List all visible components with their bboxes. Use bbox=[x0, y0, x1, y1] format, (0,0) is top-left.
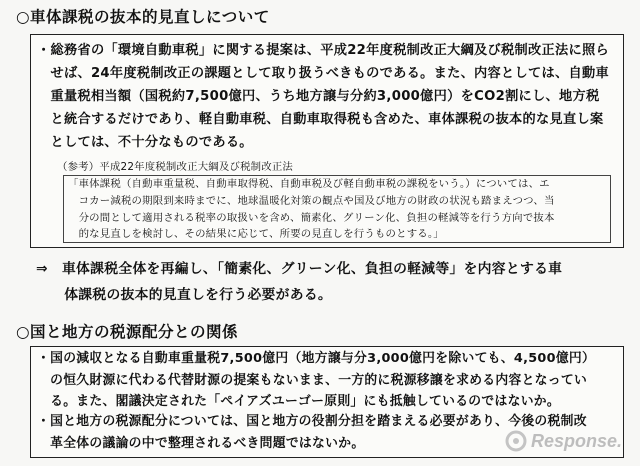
reference-quote bbox=[68, 176, 555, 243]
tax-allocation-bullet-1 bbox=[37, 348, 595, 413]
watermark-text: Response. bbox=[530, 430, 622, 451]
text-line: ・国の減収となる自動車重量税7,500億円（地方譲与分3,000億円を除いても、4,500億円） bbox=[37, 351, 596, 366]
section-heading-tax-allocation: ○国と地方の税源配分との関係 bbox=[16, 323, 239, 341]
quote-line: 的な見直しを検討し、その結果に応じて、所要の見直しを行うものとする。」 bbox=[68, 228, 444, 241]
text-line: せば、24年度税制改正の課題として取り扱うべきものである。また、内容としては、自動車 bbox=[37, 66, 609, 81]
section-heading-vehicle-tax: ○車体課税の抜本的見直しについて bbox=[16, 8, 270, 26]
reference-title-text: （参考）平成22年度税制改正大綱及び税制改正法 bbox=[57, 161, 294, 173]
text-line: 体課税の抜本的見直しを行う必要がある。 bbox=[36, 287, 333, 303]
text-line: ・総務省の「環境自動車税」に関する提案は、平成22年度税制改正大綱及び税制改正法に照ら bbox=[37, 43, 609, 58]
text-line: ・国と地方の税源配分については、国と地方の役割分担を踏まえる必要があり、今後の税制改 bbox=[37, 414, 587, 429]
response-watermark bbox=[505, 430, 622, 452]
text-line: ⇒ 車体課税全体を再編し、「簡素化、グリーン化、負担の軽減等」を内容とする車 bbox=[36, 261, 563, 277]
text-line: の恒久財源に代わる代替財源の提案もないまま、一方的に税源移譲を求める内容となってい bbox=[37, 372, 588, 388]
text-line: としては、不十分なものである。 bbox=[37, 135, 253, 150]
quote-line: コカー減税の期限到来時までに、地球温暖化対策の観点や国及び地方の財政の状況も踏まえつつ、当 bbox=[68, 194, 555, 207]
quote-line: 「車体課税（自動車重量税、自動車取得税、自動車税及び軽自動車税の課税をいう。）については、エ bbox=[68, 178, 550, 190]
vehicle-tax-bullet bbox=[37, 39, 609, 154]
text-line: る。また、閣議決定された「ペイアズユーゴー原則」にも抵触しているのではないか。 bbox=[37, 394, 560, 409]
text-line: 重量税相当額（国税約7,500億円、うち地方譲与分約3,000億円）をCO2割にし、地方税 bbox=[37, 89, 600, 104]
text-line: 革全体の議論の中で整理されるべき問題ではないか。 bbox=[37, 435, 365, 451]
reference-quote-box bbox=[63, 175, 611, 243]
response-logo-icon bbox=[505, 430, 527, 452]
conclusion-statement bbox=[36, 256, 562, 308]
text-line: と統合するだけであり、軽自動車税、自動車取得税も含めた、車体課税の抜本的な見直し案 bbox=[37, 112, 604, 127]
vehicle-tax-box bbox=[30, 34, 624, 248]
quote-line: 分の間として適用される税率の取扱いを含め、簡素化、グリーン化、負担の軽減等を行う方向で抜本 bbox=[68, 211, 555, 224]
reference-title bbox=[57, 159, 293, 176]
